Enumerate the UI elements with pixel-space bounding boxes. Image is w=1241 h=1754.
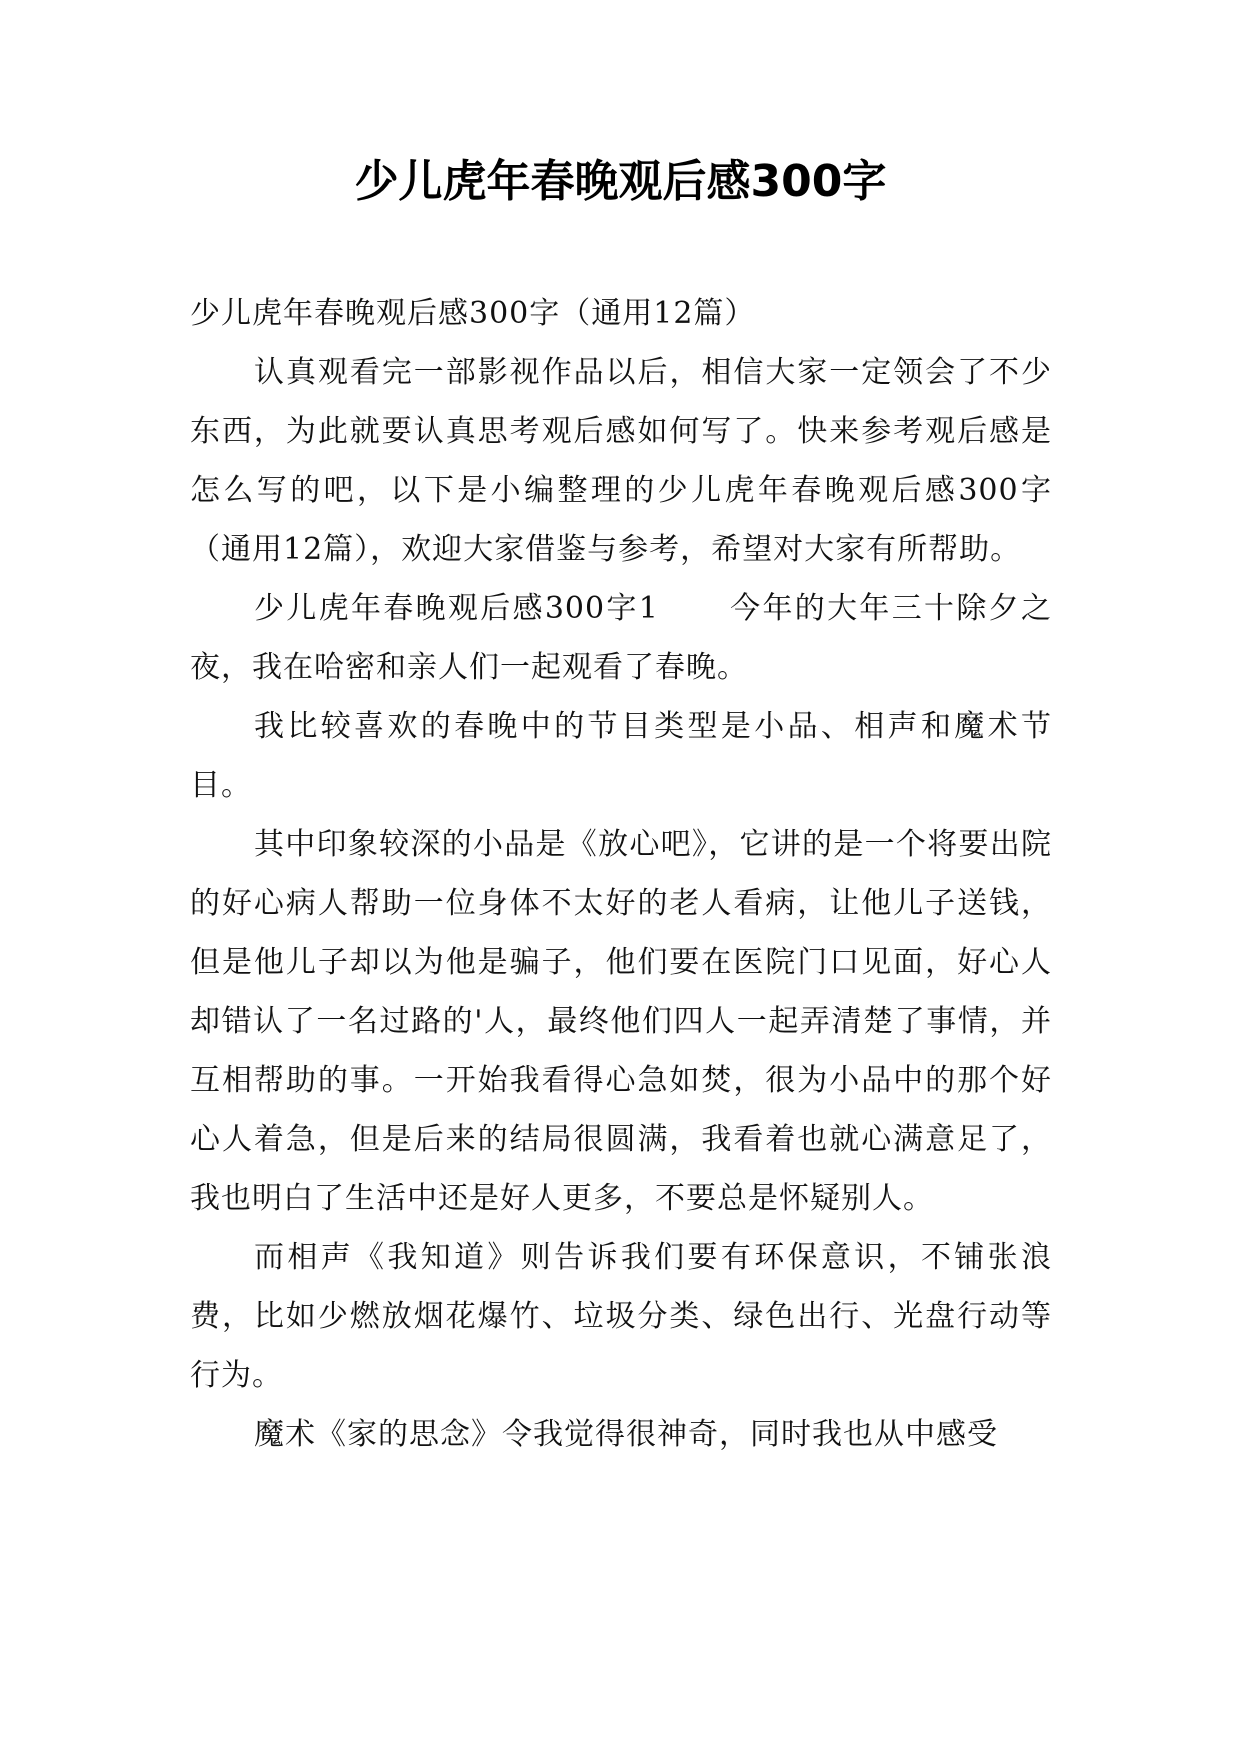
body-paragraph: 其中印象较深的小品是《放心吧》，它讲的是一个将要出院的好心病人帮助一位身体不太好的老人看病，让他儿子送钱，但是他儿子却以为他是骗子，他们要在医院门口见面，好心人却错认了一名过路的'人，最终他们四人一起弄清楚了事情，并互相帮助的事。一开始我看得心急如焚，很为小品中的那个好心人着急，但是后来的结局很圆满，我看着也就心满意足了，我也明白了生活中还是好人更多，不要总是怀疑别人。 [190,827,1052,1216]
section-1-first-sentence: 今年的大年三十除夕之夜，我在哈密和亲人们一起观看了春晚。 [190,591,1052,685]
document-body [190,284,1052,1464]
intro-paragraph: 认真观看完一部影视作品以后，相信大家一定领会了不少东西，为此就要认真思考观后感如何写了。快来参考观后感是怎么写的吧，以下是小编整理的少儿虎年春晚观后感300字（通用12篇），欢迎大家借鉴与参考，希望对大家有所帮助。 [190,355,1052,567]
document-title: 少儿虎年春晚观后感300字 [354,156,887,207]
section-1-heading: 少儿虎年春晚观后感300字1 [254,591,659,626]
document-subtitle: 少儿虎年春晚观后感300字（通用12篇） [190,296,756,331]
body-paragraph: 魔术《家的思念》令我觉得很神奇，同时我也从中感受 [254,1417,998,1452]
body-paragraph: 我比较喜欢的春晚中的节目类型是小品、相声和魔术节目。 [190,709,1052,803]
body-paragraph: 而相声《我知道》则告诉我们要有环保意识，不铺张浪费，比如少燃放烟花爆竹、垃圾分类、绿色出行、光盘行动等行为。 [190,1240,1052,1393]
section-1-paragraph [190,579,1052,697]
